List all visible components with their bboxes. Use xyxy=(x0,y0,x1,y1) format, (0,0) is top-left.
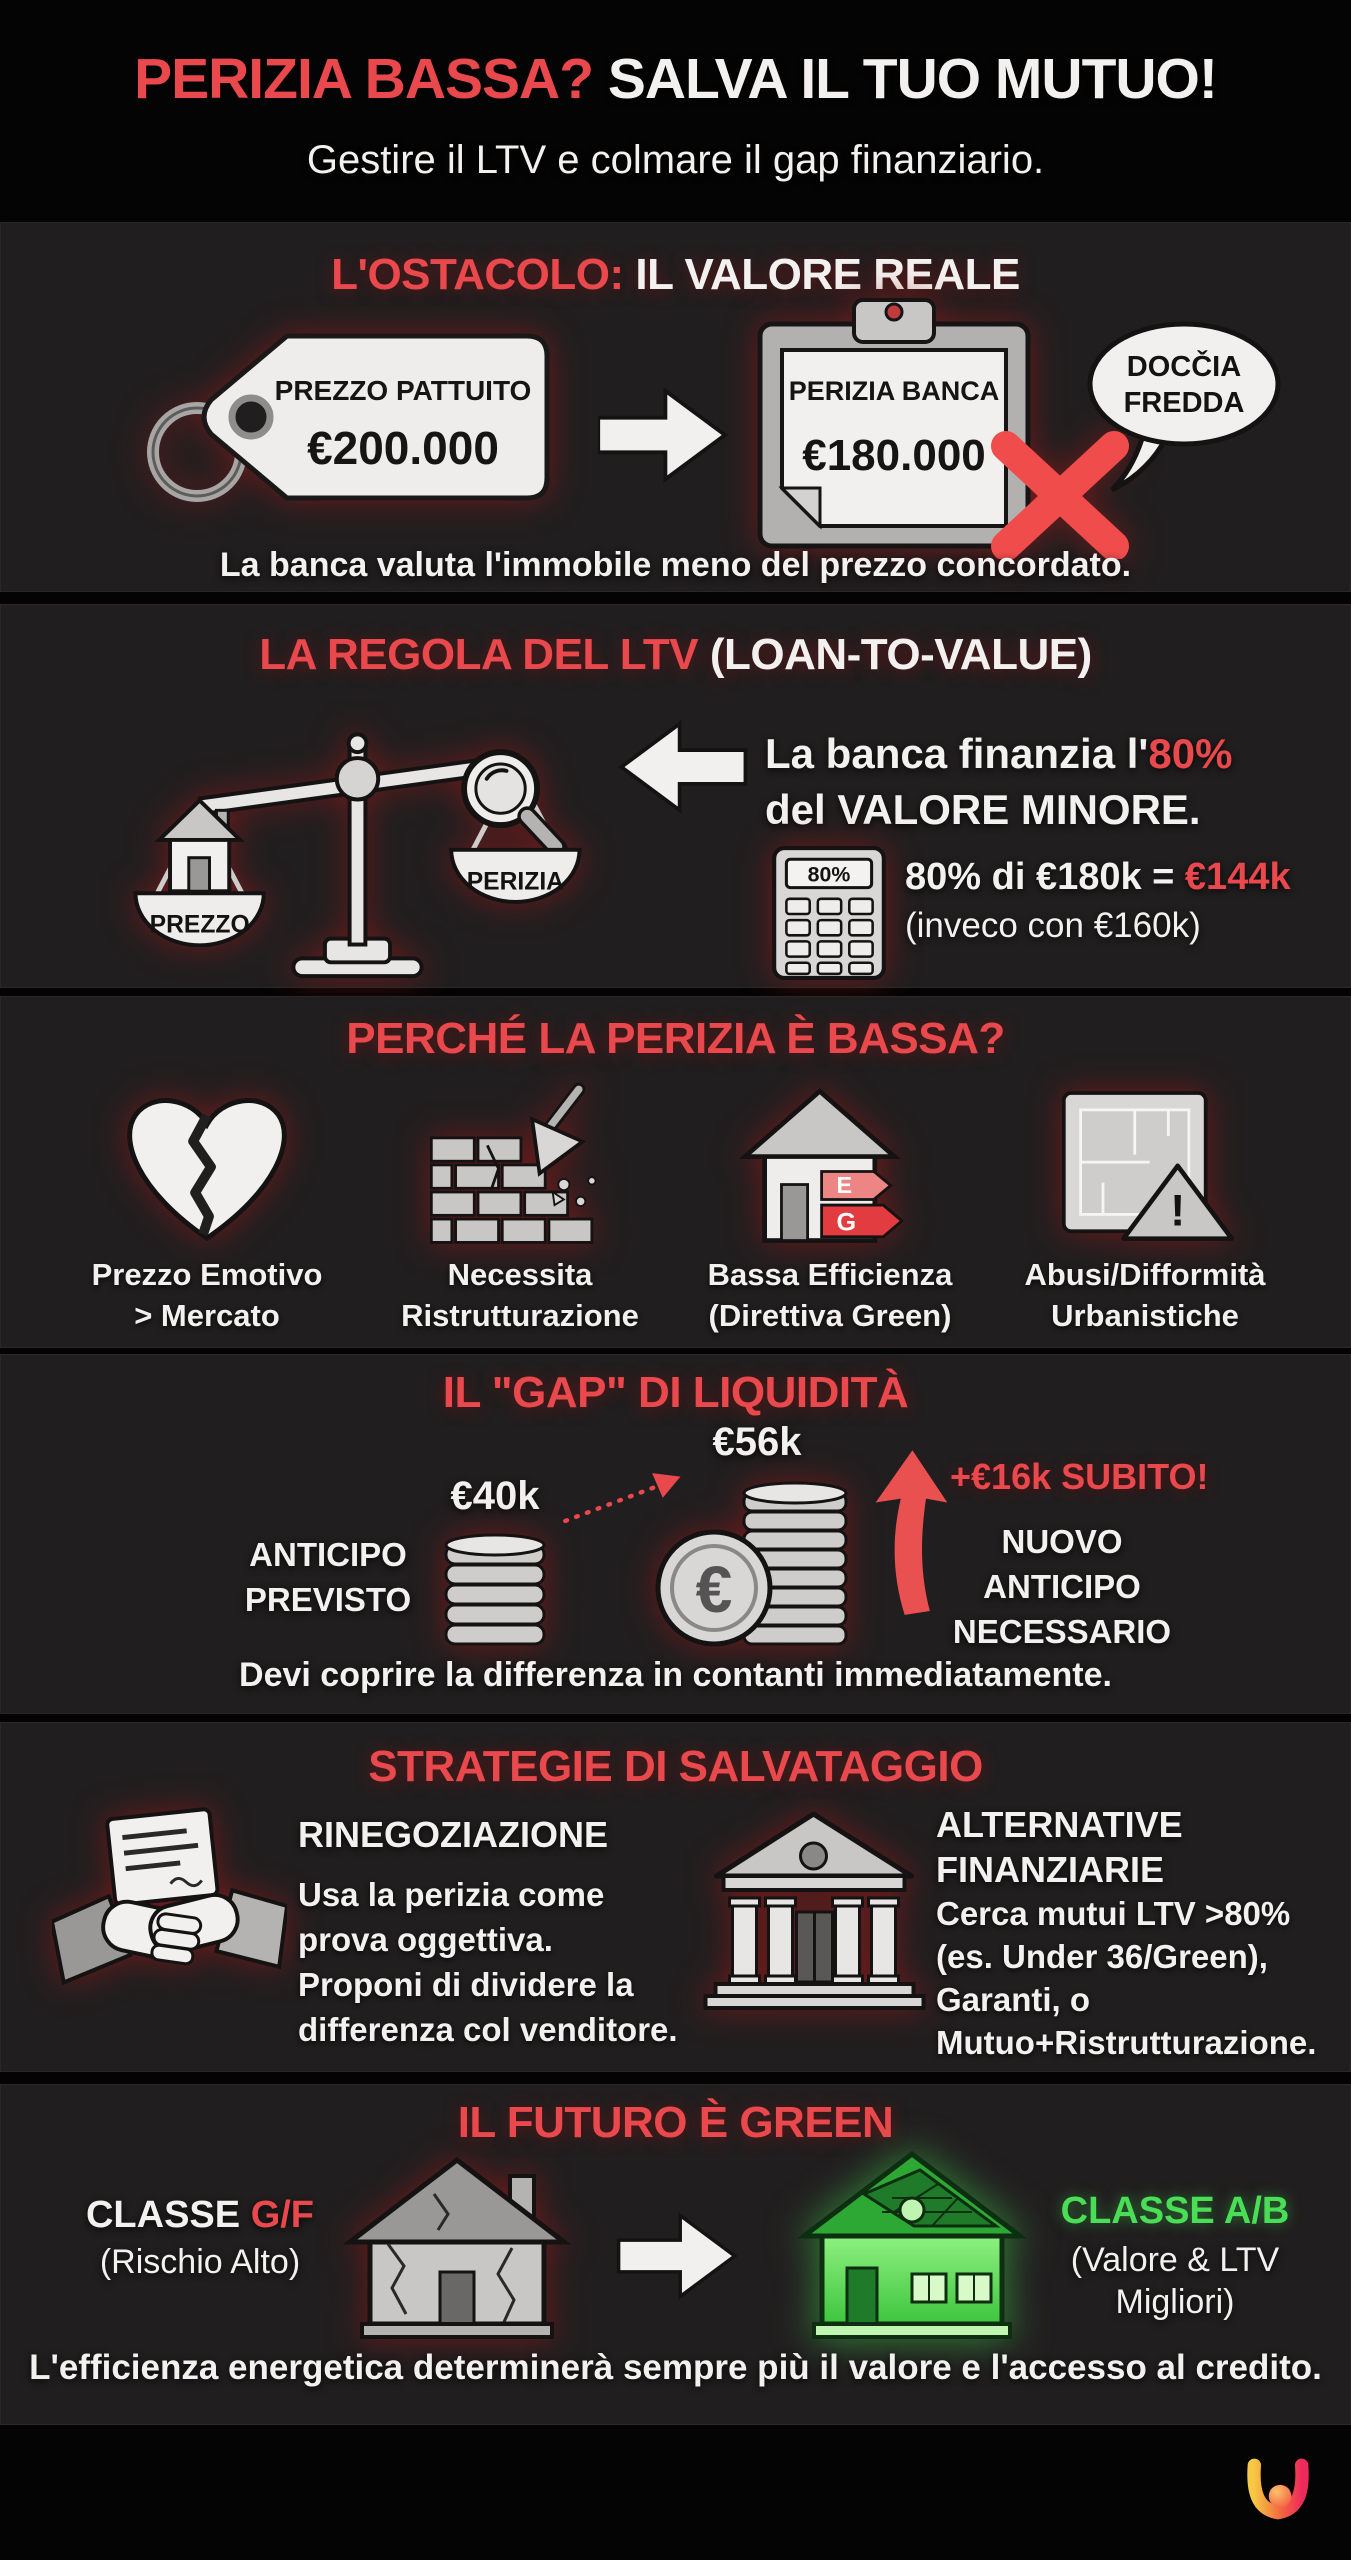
cracked-house-icon xyxy=(342,2150,572,2340)
section-gap xyxy=(0,1354,1351,1714)
class-gf-red: G/F xyxy=(250,2194,315,2236)
reasons-title: PERCHÉ LA PERIZIA È BASSA? xyxy=(346,1014,1005,1063)
green-left-label xyxy=(55,2194,345,2282)
bubble-line2: FREDDA xyxy=(1123,387,1245,419)
green-house-icon xyxy=(792,2146,1032,2341)
section-reasons xyxy=(0,996,1351,1348)
green-right-label xyxy=(1040,2190,1310,2323)
euro-coin-icon xyxy=(658,1532,770,1644)
coin-stack-large-icon xyxy=(652,1466,862,1651)
reason-label-3: Bassa Efficienza (Direttiva Green) xyxy=(707,1257,953,1333)
strategy-right-heading: ALTERNATIVE FINANZIARIE xyxy=(936,1804,1183,1890)
coin-stack-small-icon xyxy=(428,1519,563,1649)
calculator-icon xyxy=(770,844,888,982)
ltv-rule-line2-pre: del xyxy=(765,786,826,833)
ltv-rule-line1-white: La banca finanzia l' xyxy=(765,730,1149,777)
arrow-right-icon xyxy=(598,387,728,483)
gap-title: IL "GAP" DI LIQUIDITÀ xyxy=(442,1368,909,1417)
reason-label-1: Prezzo Emotivo > Mercato xyxy=(91,1257,323,1333)
bubble-line1: DOCČIA xyxy=(1126,351,1242,383)
page-title-red: PERIZIA BASSA? xyxy=(134,47,594,111)
gap-alert: +€16k SUBITO! xyxy=(950,1456,1209,1497)
ltv-title-white: (LOAN-TO-VALUE) xyxy=(709,630,1092,679)
ltv-rule-line2-bold: VALORE MINORE. xyxy=(837,786,1201,833)
tag-value: €200.000 xyxy=(307,422,499,474)
trowel-icon xyxy=(532,1089,582,1173)
gap-big-value: €56k xyxy=(712,1420,802,1464)
balance-scale-icon xyxy=(100,688,615,984)
gap-right-label: NUOVO ANTICIPO NECESSARIO xyxy=(952,1523,1172,1650)
pan-left-label: PREZZO xyxy=(149,911,250,939)
strategy-right-body: Cerca mutui LTV >80% (es. Under 36/Green), Garanti, o Mutuo+Ristrutturazione. xyxy=(936,1895,1317,2061)
section-ltv xyxy=(0,604,1351,988)
gap-small-value: €40k xyxy=(450,1474,540,1518)
price-tag-icon xyxy=(135,322,565,517)
page-title-white: SALVA IL TUO MUTUO! xyxy=(607,47,1217,111)
class-gf-white: CLASSE xyxy=(85,2194,241,2236)
green-title: IL FUTURO È GREEN xyxy=(457,2098,894,2147)
broken-heart-icon xyxy=(107,1080,307,1248)
calc-result-line xyxy=(905,856,1291,899)
blueprint-warning-icon xyxy=(1045,1080,1245,1248)
brick-wall-icon xyxy=(420,1080,620,1248)
clipboard-label: PERIZIA BANCA xyxy=(788,376,1000,406)
reason-label-2: Necessita Ristrutturazione xyxy=(401,1257,639,1333)
section-obstacle xyxy=(0,222,1351,592)
page-subtitle: Gestire il LTV e colmare il gap finanziario. xyxy=(306,138,1045,182)
energy-house-icon xyxy=(730,1080,930,1248)
obstacle-title xyxy=(0,250,1351,300)
calculator-display: 80% xyxy=(807,862,851,887)
ltv-rule-line1-red: 80% xyxy=(1148,730,1233,777)
strategies-title: STRATEGIE DI SALVATAGGIO xyxy=(368,1742,983,1791)
strategy-left-body: Usa la perizia come prova oggettiva. Proponi di dividere la differenza col venditore. xyxy=(298,1876,678,2048)
house-icon xyxy=(159,800,240,891)
svg-text:G: G xyxy=(836,1208,857,1237)
calc-result-white: 80% di €180k = xyxy=(905,856,1175,898)
gap-left-label: ANTICIPO PREVISTO xyxy=(244,1536,412,1618)
reason-label-4: Abusi/Difformità Urbanistiche xyxy=(1024,1257,1266,1333)
energy-bar-g xyxy=(822,1205,902,1237)
ltv-rule-line1 xyxy=(765,730,1232,778)
speech-bubble-icon xyxy=(1082,320,1287,505)
class-ab-sub: (Valore & LTV Migliori) xyxy=(1070,2241,1280,2321)
strategy-left-heading: RINEGOZIAZIONE xyxy=(298,1814,609,1855)
arrow-left-icon xyxy=(612,720,752,814)
magnifier-icon xyxy=(464,752,558,849)
ltv-title xyxy=(0,630,1351,680)
svg-text:€: € xyxy=(695,1552,733,1626)
class-gf-sub: (Rischio Alto) xyxy=(99,2243,301,2281)
green-caption: L'efficienza energetica determinerà sempre più il valore e l'accesso al credito. xyxy=(29,2348,1322,2387)
svg-text:!: ! xyxy=(1170,1185,1186,1236)
handshake-icon xyxy=(52,1804,287,2009)
brand-logo xyxy=(1242,2458,1314,2524)
clipboard-value: €180.000 xyxy=(802,431,986,480)
calc-result-red: €144k xyxy=(1184,856,1291,898)
pan-right-label: PERIZIA xyxy=(466,868,564,896)
obstacle-title-white: IL VALORE REALE xyxy=(635,250,1020,299)
ltv-title-red: LA REGOLA DEL LTV xyxy=(259,630,699,679)
section-strategies xyxy=(0,1722,1351,2072)
obstacle-title-red: L'OSTACOLO: xyxy=(331,250,624,299)
obstacle-caption: La banca valuta l'immobile meno del prezzo concordato. xyxy=(219,546,1132,584)
class-ab: CLASSE A/B xyxy=(1060,2190,1290,2232)
gap-caption: Devi coprire la differenza in contanti immediatamente. xyxy=(239,1656,1112,1694)
bank-icon xyxy=(700,1806,928,2011)
ltv-rule-line2 xyxy=(765,786,1201,834)
arrow-right-green-icon xyxy=(602,2212,754,2300)
calc-note-line: (inveco con €160k) xyxy=(905,906,1201,945)
energy-bar-e xyxy=(822,1171,891,1199)
svg-text:E: E xyxy=(836,1171,853,1198)
page-title xyxy=(0,46,1351,112)
tag-label: PREZZO PATTUITO xyxy=(274,375,532,406)
section-green xyxy=(0,2084,1351,2425)
